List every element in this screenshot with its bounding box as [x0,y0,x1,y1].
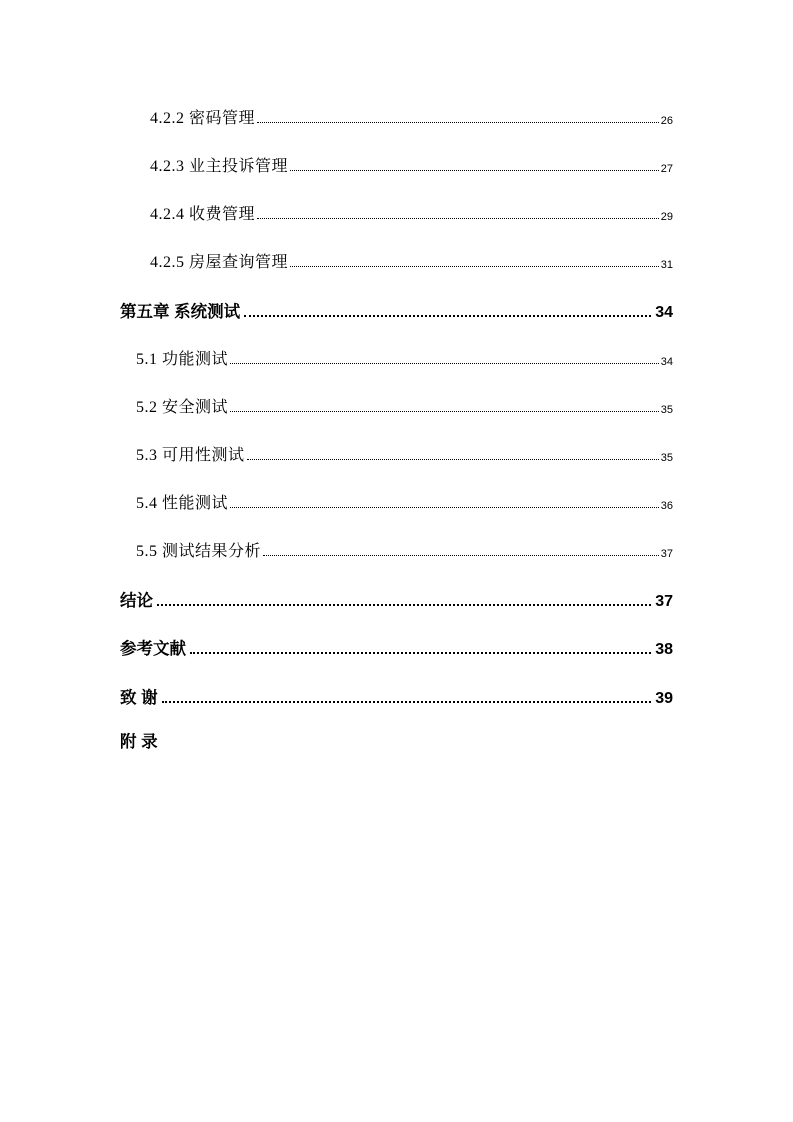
toc-page-number: 38 [655,641,673,658]
toc-page-number: 26 [660,115,673,127]
toc-page-number: 35 [660,452,673,464]
toc-entry-label: 5.2 安全测试 [136,399,229,416]
toc-entry-5-1[interactable] [136,347,673,369]
toc-entry-4-2-4[interactable] [150,202,673,224]
dot-leader [230,507,659,508]
toc-chapter-5[interactable] [120,298,673,322]
dot-leader [162,701,652,703]
toc-chapter-label: 结论 [120,592,153,610]
toc-entry-4-2-5[interactable] [150,250,673,272]
toc-entry-label: 5.3 可用性测试 [136,447,245,464]
toc-entry-5-2[interactable] [136,395,673,417]
toc-entry-label: 4.2.5 房屋查询管理 [150,254,289,271]
toc-chapter-label: 致 谢 [120,689,158,707]
toc-chapter-label: 附 录 [120,733,158,751]
dot-leader [230,411,659,412]
toc-page-number: 35 [660,404,673,416]
dot-leader [230,363,659,364]
toc-page-number: 31 [660,259,673,271]
toc-page-number: 29 [660,211,673,223]
toc-entry-5-4[interactable] [136,491,673,513]
dot-leader [244,315,651,317]
dot-leader [257,122,659,123]
toc-page-number: 36 [660,500,673,512]
toc-entry-label: 4.2.4 收费管理 [150,206,256,223]
toc-entry-4-2-2[interactable] [150,106,673,128]
dot-leader [190,652,651,654]
toc-acknowledgements[interactable] [120,684,673,708]
toc-conclusion[interactable] [120,587,673,611]
toc-page-number: 39 [655,690,673,707]
toc-chapter-label: 参考文献 [120,640,186,658]
dot-leader [247,459,659,460]
toc-entry-5-3[interactable] [136,443,673,465]
toc-entry-label: 5.1 功能测试 [136,351,229,368]
toc-references[interactable] [120,635,673,659]
dot-leader [290,266,659,267]
toc-entry-label: 4.2.3 业主投诉管理 [150,158,289,175]
toc-entry-4-2-3[interactable] [150,154,673,176]
toc-page-number: 34 [655,304,673,321]
toc-page-number: 37 [655,593,673,610]
toc-entry-label: 5.5 测试结果分析 [136,543,262,560]
toc-appendix[interactable] [120,728,158,752]
dot-leader [290,170,659,171]
toc-entry-label: 4.2.2 密码管理 [150,110,256,127]
dot-leader [257,218,659,219]
dot-leader [157,604,651,606]
toc-entry-5-5[interactable] [136,539,673,561]
toc-chapter-label: 第五章 系统测试 [120,303,241,321]
toc-page-number: 37 [660,548,673,560]
dot-leader [263,555,659,556]
toc-page-number: 34 [660,356,673,368]
toc-entry-label: 5.4 性能测试 [136,495,229,512]
toc-page-number: 27 [660,163,673,175]
